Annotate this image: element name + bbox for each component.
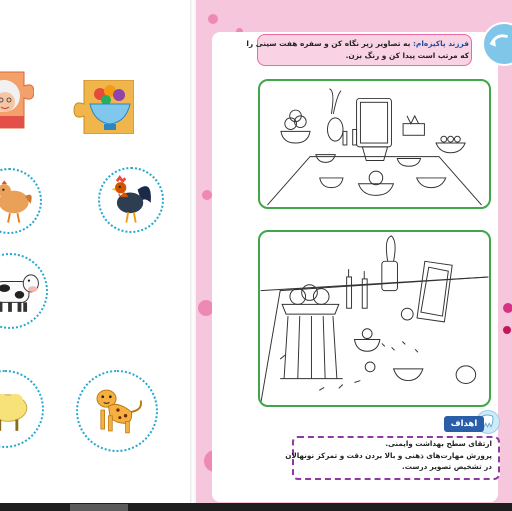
sheep-icon	[0, 372, 42, 446]
instruction-line-1: به تصاویر زیر نگاه کن و سفره هفت سینی را	[246, 39, 413, 48]
sheep-circle	[0, 370, 44, 448]
instruction-line-2: که مرتب است پیدا کن و رنگ بزن.	[345, 51, 469, 60]
instruction-prefix: فرزند پاکیزه‌ام:	[412, 39, 469, 48]
rooster-circle	[98, 167, 164, 233]
decor-dot	[202, 190, 212, 200]
grandma-puzzle-piece	[0, 66, 34, 130]
hen-icon	[0, 170, 40, 232]
flower-decoration	[498, 300, 512, 340]
leopard-icon	[78, 372, 156, 450]
goals-label: اهداف	[444, 416, 484, 432]
taskbar-thumbnail[interactable]	[70, 504, 128, 511]
haftsin-table-illustration	[260, 81, 489, 207]
tidy-haftsin-scene	[258, 79, 491, 209]
instruction-text	[246, 38, 469, 64]
hen-circle	[0, 168, 42, 234]
fruit-bowl-puzzle-piece	[72, 80, 134, 134]
instruction-badge	[482, 22, 512, 66]
haftsin-table-illustration	[260, 232, 489, 405]
cow-circle	[0, 253, 48, 329]
goals-line-3: در تشخیص تصویر درست.	[402, 462, 492, 471]
goals-line-1: ارتقای سطح بهداشت وایمنی.	[385, 439, 492, 448]
left-page	[0, 0, 190, 503]
cow-icon	[0, 255, 46, 327]
goals-text	[285, 438, 492, 473]
rooster-icon	[100, 169, 162, 231]
leopard-circle	[76, 370, 158, 452]
arrow-icon	[484, 24, 512, 64]
messy-haftsin-scene	[258, 230, 491, 407]
decor-dot	[208, 14, 218, 24]
goals-line-2: پرورش مهارت‌های ذهنی و بالا بردن دقت و تمرکز نونهالان	[285, 450, 492, 460]
